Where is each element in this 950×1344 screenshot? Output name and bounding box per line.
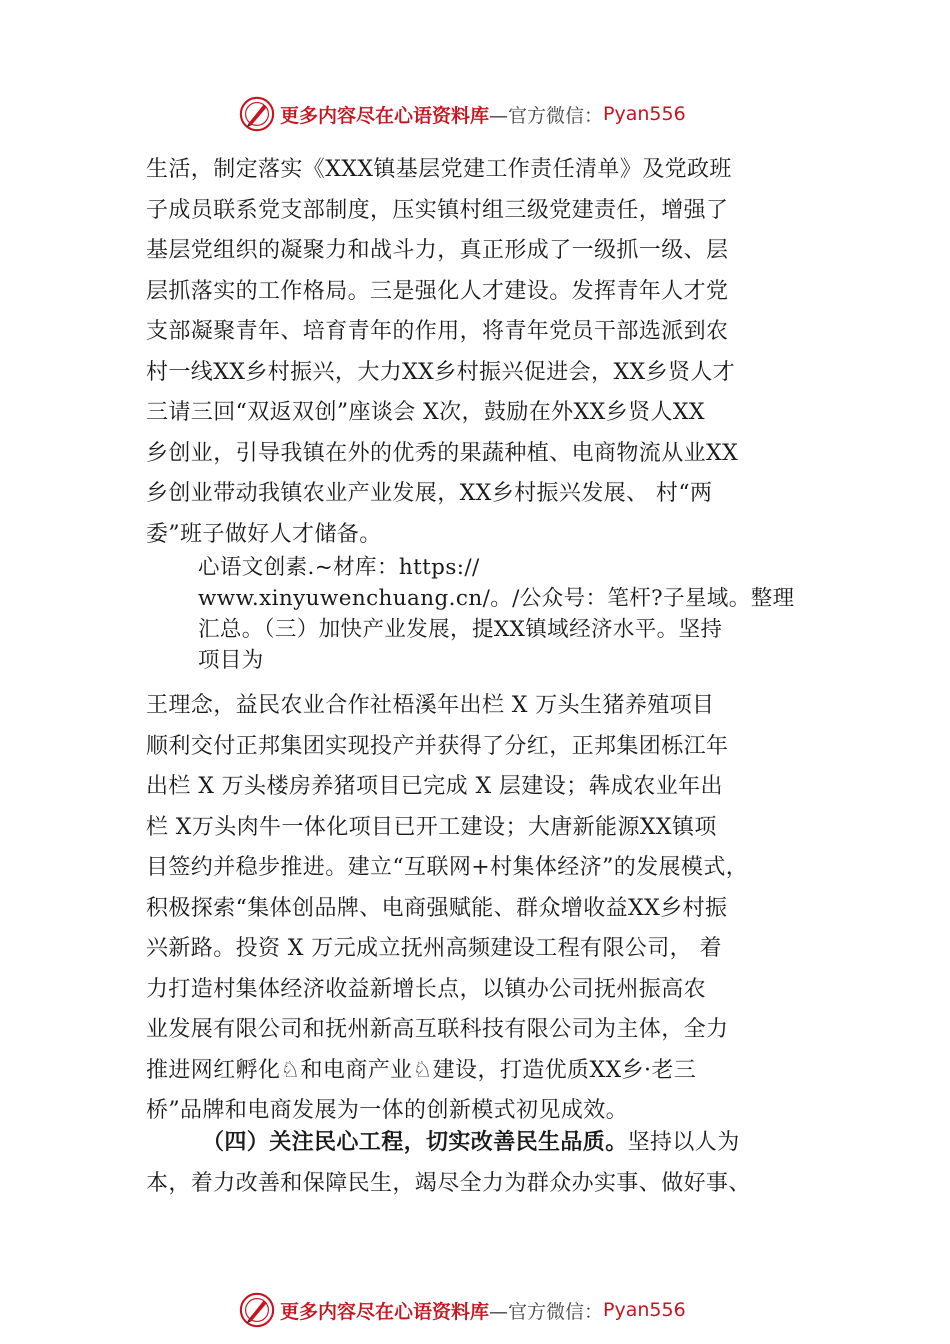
text-line: www.xinyuwenchuang.cn/。/公众号：笔杆?子星域。整理 xyxy=(198,586,795,611)
text-line: 积极探索“集体创品牌、电商强赋能、群众增收益XX乡村振 xyxy=(146,895,728,921)
text-line: 乡创业，引导我镇在外的优秀的果蔬种植、电商物流从业XX xyxy=(146,440,739,466)
pen-circle-logo-icon xyxy=(238,1291,276,1329)
text-line: 基层党组织的凝聚力和战斗力，真正形成了一级抓一级、层 xyxy=(146,238,729,263)
text-line: 本，着力改善和保障民生，竭尽全力为群众办实事、做好事、 xyxy=(146,1170,751,1196)
text-line: 生活，制定落实《XXX镇基层党建工作责任清单》及党政班 xyxy=(146,157,732,182)
paragraph-talent-building xyxy=(146,150,846,555)
text-line: 心语文创素.~材库：https:// xyxy=(198,555,480,580)
text-line: 推进网红孵化♘和电商产业♘建设，打造优质XX乡·老三 xyxy=(146,1057,697,1083)
footer-banner xyxy=(238,1290,686,1330)
banner-title: 更多内容尽在心语资料库 xyxy=(280,1300,490,1323)
text-line: 王理念，益民农业合作社梧溪年出栏 X 万头生猪养殖项目 xyxy=(146,693,715,718)
banner-wechat-id: Pyan556 xyxy=(603,1299,686,1321)
heading-continuation: 坚持以人为 xyxy=(627,1130,740,1155)
pen-circle-logo-icon xyxy=(238,95,276,133)
banner-title: 更多内容尽在心语资料库 xyxy=(280,104,490,127)
paragraph-industry-development xyxy=(146,686,846,1132)
banner-wechat-label: —官方微信： xyxy=(489,1300,604,1323)
text-line: 出栏 X 万头楼房养猪项目已完成 X 层建设；犇成农业年出 xyxy=(146,774,723,799)
header-banner xyxy=(238,94,686,134)
text-line: 目签约并稳步推进。建立“互联网+村集体经济”的发展模式， xyxy=(146,855,749,880)
text-line: 子成员联系党支部制度，压实镇村组三级党建责任，增强了 xyxy=(146,197,729,223)
text-line: 汇总。（三）加快产业发展，提XX镇域经济水平。坚持 xyxy=(198,617,723,642)
text-line: 兴新路。投资 X 万元成立抚州高频建设工程有限公司， 着 xyxy=(146,936,722,961)
text-line: 业发展有限公司和抚州新高互联科技有限公司为主体，全力 xyxy=(146,1017,729,1042)
banner-wechat-label: —官方微信： xyxy=(489,104,604,127)
text-line: 乡创业带动我镇农业产业发展，XX乡村振兴发展、 村“两 xyxy=(146,481,713,506)
text-line: 力打造村集体经济收益新增长点，以镇办公司抚州振高农 xyxy=(146,976,707,1002)
banner-wechat-id: Pyan556 xyxy=(603,103,686,125)
text-line: 栏 X万头肉牛一体化项目已开工建设；大唐新能源XX镇项 xyxy=(146,814,717,840)
text-line: 村一线XX乡村振兴，大力XX乡村振兴促进会，XX乡贤人才 xyxy=(146,359,736,385)
text-line xyxy=(146,1122,846,1164)
text-line: 项目为 xyxy=(198,648,264,673)
text-line: 三请三回“双返双创”座谈会 X次，鼓励在外XX乡贤人XX xyxy=(146,400,705,425)
section-heading: （四）关注民心工程，切实改善民生品质。 xyxy=(202,1129,628,1155)
text-line: 支部凝聚青年、培育青年的作用，将青年党员干部选派到农 xyxy=(146,319,729,344)
source-note xyxy=(198,552,848,676)
text-line: 委”班子做好人才储备。 xyxy=(146,521,382,547)
text-line: 桥”品牌和电商发展为一体的创新模式初见成效。 xyxy=(146,1098,629,1123)
paragraph-livelihood xyxy=(146,1122,846,1204)
text-line: 顺利交付正邦集团实现投产并获得了分红，正邦集团栎江年 xyxy=(146,733,729,759)
text-line: 层抓落实的工作格局。三是强化人才建设。发挥青年人才党 xyxy=(146,278,729,304)
